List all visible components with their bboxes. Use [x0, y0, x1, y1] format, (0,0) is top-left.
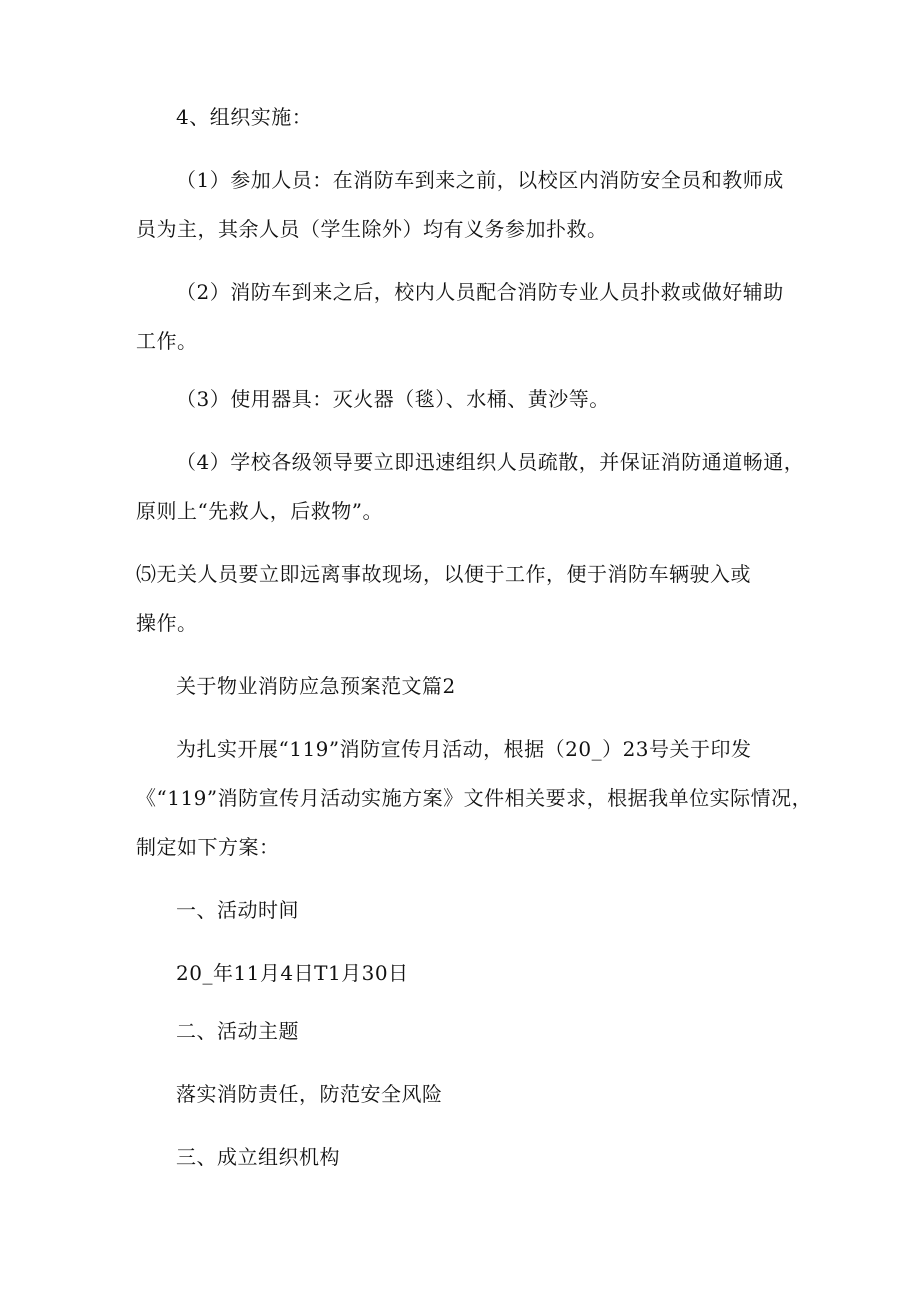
p5-line1: ⑸无关人员要立即远离事故现场，以便于工作，便于消防车辆驶入或	[136, 562, 751, 586]
p3-line1: （3）使用器具：灭火器（毯）、水桶、黄沙等。	[176, 387, 610, 411]
section1-heading: 一、活动时间	[176, 898, 299, 922]
p2-line2: 工作。	[136, 329, 198, 353]
p1-line1: （1）参加人员：在消防车到来之前，以校区内消防安全员和教师成	[176, 168, 784, 192]
article-title: 关于物业消防应急预案范文篇2	[176, 674, 456, 698]
intro-line3: 制定如下方案：	[136, 835, 280, 859]
p1-line2: 员为主，其余人员（学生除外）均有义务参加扑救。	[136, 217, 608, 241]
p2-line1: （2）消防车到来之后，校内人员配合消防专业人员扑救或做好辅助	[176, 280, 784, 304]
section3-heading: 三、成立组织机构	[176, 1145, 340, 1169]
item4-heading: 4、组织实施：	[176, 105, 313, 129]
section1-text: 20_年11月4日T1月30日	[176, 961, 409, 985]
intro-line1: 为扎实开展“119”消防宣传月活动，根据（20_）23号关于印发	[176, 737, 752, 761]
p4-line1: （4）学校各级领导要立即迅速组织人员疏散，并保证消防通道畅通，	[176, 450, 805, 474]
section2-heading: 二、活动主题	[176, 1019, 299, 1043]
section2-text: 落实消防责任，防范安全风险	[176, 1082, 443, 1106]
p4-line2: 原则上“先救人，后救物”。	[136, 499, 383, 523]
intro-line2: 《“119”消防宣传月活动实施方案》文件相关要求，根据我单位实际情况，	[136, 786, 813, 810]
p5-line2: 操作。	[136, 611, 198, 635]
